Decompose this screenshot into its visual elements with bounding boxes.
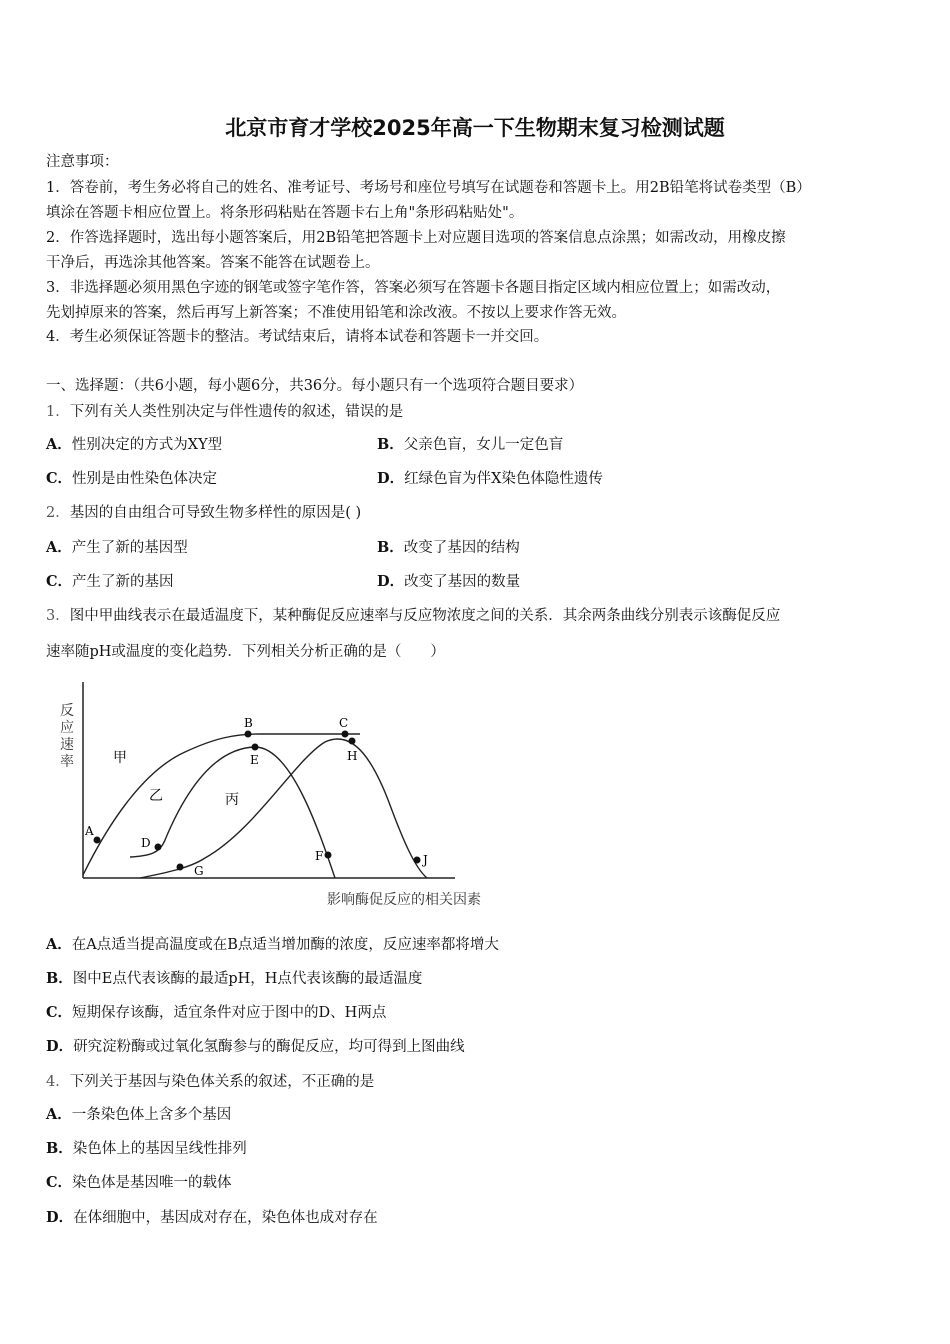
notice-line: 先划掉原来的答案，然后再写上新答案；不准使用铅笔和涂改液。不按以上要求作答无效。 [46,305,626,321]
option-d[interactable]: D．在体细胞中，基因成对存在，染色体也成对存在 [46,1209,378,1226]
question-4 [46,1072,374,1092]
option-a[interactable]: A．一条染色体上含多个基因 [46,1106,232,1123]
page-title: 北京市育才学校2025年高一下生物期末复习检测试题 [225,116,725,140]
x-axis-label: 影响酶促反应的相关因素 [327,892,481,908]
question-stem: 图中甲曲线表示在最适温度下，某种酶促反应速率与反应物浓度之间的关系．其余两条曲线分别表示该酶促反应 [69,608,781,624]
option-c[interactable]: C．产生了新的基因 [46,573,174,590]
option-a[interactable]: A．性别决定的方式为XY型 [46,436,223,453]
question-3-continued: 速率随pH或温度的变化趋势．下列相关分析正确的是（ ） [46,644,445,660]
y-axis-label: 反 应 速 率 [60,703,74,770]
point-c [342,731,349,738]
notice-line: 填涂在答题卡相应位置上。将条形码粘贴在答题卡右上角"条形码粘贴处"。 [46,205,524,221]
question-number: 4． [46,1074,70,1090]
option-b[interactable]: B．改变了基因的结构 [377,539,520,556]
point-label: C [339,716,349,730]
question-2 [46,503,361,523]
option-b[interactable]: B．父亲色盲，女儿一定色盲 [377,436,564,453]
point-label: F [315,849,324,863]
question-1 [46,402,403,422]
point-f [325,852,332,859]
point-label: D [141,836,151,850]
point-label: E [250,753,259,767]
curve-label: 乙 [149,788,163,804]
question-number: 3． [46,608,70,624]
point-h [349,738,356,745]
notice-line: 3．非选择题必须用黑色字迹的钢笔或签字笔作答，答案必须写在答题卡各题目指定区域内相应位置上；如需改动， [46,280,781,296]
point-g [177,864,184,871]
question-stem: 基因的自由组合可导致生物多样性的原因是( ) [69,505,362,521]
question-number: 2． [46,505,70,521]
question-number: 1． [46,404,70,420]
option-c[interactable]: C．性别是由性染色体决定 [46,470,218,487]
curve-bing [140,739,427,878]
option-d[interactable]: D．红绿色盲为伴X染色体隐性遗传 [377,470,603,487]
option-a[interactable]: A．在A点适当提高温度或在B点适当增加酶的浓度，反应速率都将增大 [46,936,499,953]
question-stem: 下列有关人类性别决定与伴性遗传的叙述，错误的是 [69,404,404,420]
curve-label: 丙 [225,792,239,808]
point-label: G [194,864,204,878]
point-label: B [244,716,253,730]
option-c[interactable]: C．染色体是基因唯一的载体 [46,1174,232,1191]
option-a[interactable]: A．产生了新的基因型 [46,539,188,556]
option-d[interactable]: D．改变了基因的数量 [377,573,521,590]
option-b[interactable]: B．染色体上的基因呈线性排列 [46,1140,247,1157]
question-3 [46,606,780,626]
option-c[interactable]: C．短期保存该酶，适宜条件对应于图中的D、H两点 [46,1004,387,1021]
section-heading: 一、选择题：（共6小题，每小题6分，共36分。每小题只有一个选项符合题目要求） [46,378,584,394]
point-j [414,857,421,864]
point-label: H [347,749,358,763]
option-b[interactable]: B．图中E点代表该酶的最适pH，H点代表该酶的最适温度 [46,970,423,987]
point-a [94,837,101,844]
notice-line: 1．答卷前，考生务必将自己的姓名、准考证号、考场号和座位号填写在试题卷和答题卡上。用2B铅笔将试卷类型（B） [46,180,811,196]
question-stem: 下列关于基因与染色体关系的叙述，不正确的是 [69,1074,375,1090]
point-label: A [85,824,94,838]
point-label: J [423,853,428,867]
option-d[interactable]: D．研究淀粉酶或过氧化氢酶参与的酶促反应，均可得到上图曲线 [46,1038,465,1055]
point-b [245,731,252,738]
notice-line: 干净后，再选涂其他答案。答案不能答在试题卷上。 [46,255,380,271]
notice-line: 2．作答选择题时，选出每小题答案后，用2B铅笔把答题卡上对应题目选项的答案信息点涂黑；如需改动，用橡皮擦 [46,230,786,246]
curve-label: 甲 [113,750,127,766]
point-d [155,844,162,851]
notice-line: 4．考生必须保证答题卡的整洁。考试结束后，请将本试卷和答题卡一并交回。 [46,329,549,345]
notice-heading: 注意事项： [46,154,119,170]
point-e [252,744,259,751]
enzyme-rate-figure [55,670,515,915]
